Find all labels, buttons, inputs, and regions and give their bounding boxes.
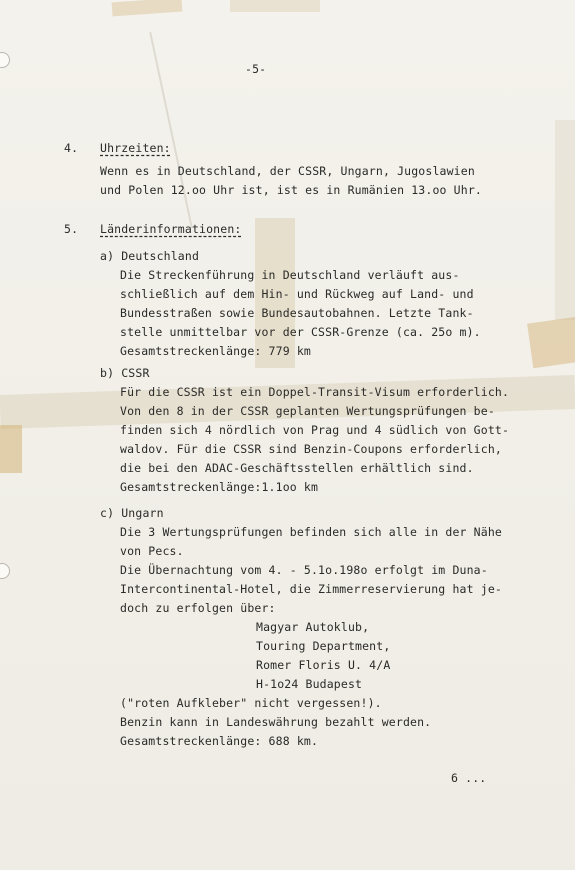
text-line: finden sich 4 nördlich von Prag und 4 südlich von Gott- [120, 423, 510, 437]
subsection-label: b) CSSR [100, 366, 150, 380]
text-line: ("roten Aufkleber" nicht vergessen!). [120, 696, 382, 710]
subsection-label: a) Deutschland [100, 249, 200, 263]
text-line: Gesamtstreckenlänge: 779 km [120, 344, 311, 358]
text-line: stelle unmittelbar vor der CSSR-Grenze (ca. 25o m). [120, 325, 481, 339]
subsection-label: c) Ungarn [100, 506, 164, 520]
continuation-marker: 6 ... [451, 771, 487, 785]
tape-strip [112, 0, 183, 16]
address-line: Touring Department, [256, 639, 391, 653]
page-number: -5- [245, 62, 267, 76]
address-line: Romer Floris U. 4/A [256, 658, 391, 672]
tape-strip [555, 120, 575, 320]
text-line: Von den 8 in der CSSR geplanten Wertungsprüfungen be- [120, 404, 495, 418]
punch-hole [0, 52, 10, 68]
text-line: doch zu erfolgen über: [120, 601, 276, 615]
text-line: Die Übernachtung vom 4. - 5.1o.198o erfolgt im Duna- [120, 563, 488, 577]
section-number: 4. [64, 141, 79, 155]
text-line: Die 3 Wertungsprüfungen befinden sich alle in der Nähe [120, 525, 502, 539]
paper-crease [149, 32, 193, 228]
text-line: Intercontinental-Hotel, die Zimmerreservierung hat je- [120, 582, 502, 596]
address-line: H-1o24 Budapest [256, 677, 363, 691]
text-line: Wenn es in Deutschland, der CSSR, Ungarn, Jugoslawien [100, 164, 475, 178]
text-line: Gesamtstreckenlänge:1.1oo km [120, 480, 319, 494]
text-line: Für die CSSR ist ein Doppel-Transit-Visum erforderlich. [120, 385, 510, 399]
address-line: Magyar Autoklub, [256, 620, 370, 634]
text-line: Gesamtstreckenlänge: 688 km. [120, 734, 319, 748]
tape-strip [527, 317, 575, 369]
tape-strip [0, 425, 22, 473]
section-heading: Uhrzeiten: [100, 141, 171, 155]
section-heading: Länderinformationen: [100, 222, 242, 236]
text-line: Benzin kann in Landeswährung bezahlt werden. [120, 715, 432, 729]
punch-hole [0, 563, 10, 579]
tape-strip [230, 0, 320, 12]
text-line: die bei den ADAC-Geschäftsstellen erhältlich sind. [120, 461, 474, 475]
text-line: waldov. Für die CSSR sind Benzin-Coupons erforderlich, [120, 442, 502, 456]
text-line: Die Streckenführung in Deutschland verläuft aus- [120, 268, 460, 282]
text-line: und Polen 12.oo Uhr ist, ist es in Rumänien 13.oo Uhr. [100, 183, 482, 197]
text-line: von Pecs. [120, 544, 184, 558]
tape-strip [0, 375, 575, 429]
text-line: schließlich auf dem Hin- und Rückweg auf Land- und [120, 287, 474, 301]
text-line: Bundesstraßen sowie Bundesautobahnen. Letzte Tank- [120, 306, 474, 320]
section-number: 5. [64, 222, 79, 236]
